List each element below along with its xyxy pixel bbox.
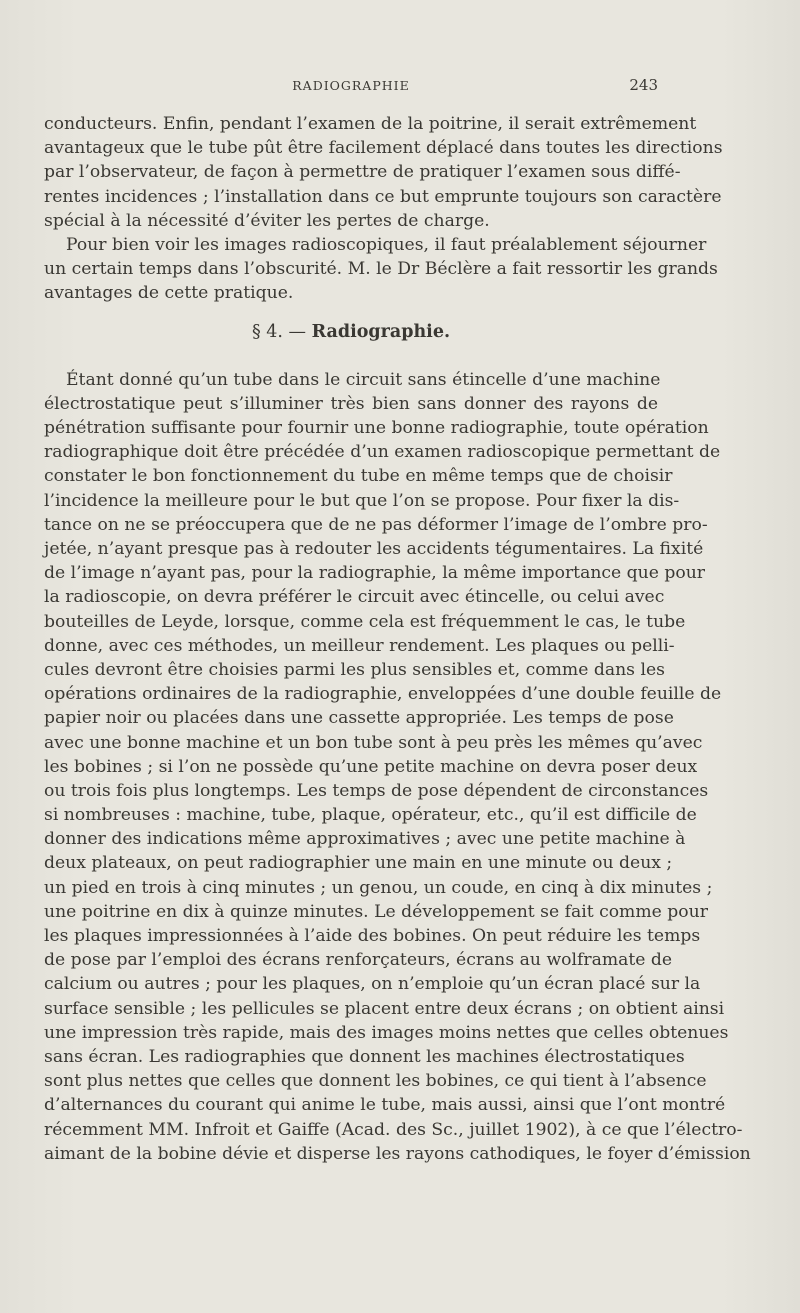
running-title: RADIOGRAPHIE [292, 78, 410, 93]
text-line: pénétration suffisante pour fournir une bonne radiographie, toute opération [44, 418, 709, 439]
body-text [44, 112, 751, 1166]
text-line: rentes incidences ; l’installation dans ce but emprunte toujours son caractère [44, 186, 722, 207]
paragraph-2 [44, 233, 718, 306]
text-line: la radioscopie, on devra préférer le circuit avec étincelle, ou celui avec [44, 587, 665, 608]
text-line: les plaques impressionnées à l’aide des bobines. On peut réduire les temps [44, 926, 701, 946]
text-line: donne, avec ces méthodes, un meilleur rendement. Les plaques ou pelli- [44, 635, 675, 656]
text-line: jetée, n’ayant presque pas à redouter les accidents tégumentaires. La fixité [44, 539, 704, 559]
text-line: bouteilles de Leyde, lorsque, comme cela est fréquemment le cas, le tube [44, 611, 686, 632]
text-line: de l’image n’ayant pas, pour la radiographie, la même importance que pour [44, 563, 705, 584]
text-line: par l’observateur, de façon à permettre de pratiquer l’examen sous diffé- [44, 162, 681, 183]
text-line: tance on ne se préoccupera que de ne pas déformer l’image de l’ombre pro- [44, 514, 708, 535]
text-line: un pied en trois à cinq minutes ; un genou, un coude, en cinq à dix minutes ; [44, 877, 713, 898]
text-line: conducteurs. Enfin, pendant l’examen de la poitrine, il serait extrêmement [44, 114, 697, 134]
page-number: 243 [629, 76, 658, 94]
text-line: aimant de la bobine dévie et disperse les rayons cathodiques, le foyer d’émission [44, 1143, 751, 1164]
text-line: sans écran. Les radiographies que donnent les machines électrostatiques [44, 1046, 685, 1067]
text-line: calcium ou autres ; pour les plaques, on n’emploie qu’un écran placé sur la [44, 974, 701, 995]
text-line: sont plus nettes que celles que donnent les bobines, ce qui tient à l’absence [44, 1071, 707, 1092]
paragraph-1 [44, 112, 723, 233]
section-number: § 4. — [251, 321, 312, 342]
text-line: les bobines ; si l’on ne possède qu’une petite machine on devra poser deux [44, 756, 698, 777]
text-line: d’alternances du courant qui anime le tube, mais aussi, ainsi que l’ont montré [44, 1095, 726, 1116]
paragraph-3 [44, 368, 751, 1166]
text-line: ou trois fois plus longtemps. Les temps de pose dépendent de circonstances [44, 780, 709, 801]
text-line: si nombreuses : machine, tube, plaque, opérateur, etc., qu’il est difficile de [44, 805, 697, 826]
section-heading [44, 320, 658, 344]
text-line: cules devront être choisies parmi les plus sensibles et, comme dans les [44, 659, 665, 680]
text-line: une poitrine en dix à quinze minutes. Le développement se fait comme pour [44, 901, 708, 922]
text-line: de pose par l’emploi des écrans renforçateurs, écrans au wolframate de [44, 950, 673, 971]
text-line: constater le bon fonctionnement du tube en même temps que de choisir [44, 466, 673, 487]
text-line: avec une bonne machine et un bon tube sont à peu près les mêmes qu’avec [44, 732, 703, 753]
text-line: récemment MM. Infroit et Gaiffe (Acad. des Sc., juillet 1902), à ce que l’électro- [44, 1119, 743, 1140]
section-title: Radiographie. [311, 321, 451, 342]
text-line: donner des indications même approximatives ; avec une petite machine à [44, 829, 686, 850]
text-line: électrostatique peut s’illuminer très bien sans donner des rayons de [44, 393, 658, 414]
text-line: un certain temps dans l’obscurité. M. le Dr Béclère a fait ressortir les grands [44, 259, 718, 280]
running-head [44, 76, 658, 98]
text-line: Pour bien voir les images radioscopiques, il faut préalablement séjourner [66, 234, 707, 255]
text-line: opérations ordinaires de la radiographie, enveloppées d’une double feuille de [44, 684, 722, 705]
text-line: avantageux que le tube pût être facilement déplacé dans toutes les directions [44, 138, 723, 159]
text-line: papier noir ou placées dans une cassette appropriée. Les temps de pose [44, 708, 674, 729]
text-line: surface sensible ; les pellicules se placent entre deux écrans ; on obtient ainsi [44, 998, 725, 1019]
text-line: Étant donné qu’un tube dans le circuit sans étincelle d’une machine [66, 369, 661, 390]
text-line: deux plateaux, on peut radiographier une main en une minute ou deux ; [44, 853, 673, 874]
text-line: radiographique doit être précédée d’un examen radioscopique permettant de [44, 442, 721, 463]
text-line: une impression très rapide, mais des images moins nettes que celles obtenues [44, 1022, 729, 1043]
text-line: spécial à la nécessité d’éviter les pertes de charge. [44, 210, 490, 231]
text-line: avantages de cette pratique. [44, 283, 294, 304]
text-line: l’incidence la meilleure pour le but que l’on se propose. Pour fixer la dis- [44, 490, 680, 511]
